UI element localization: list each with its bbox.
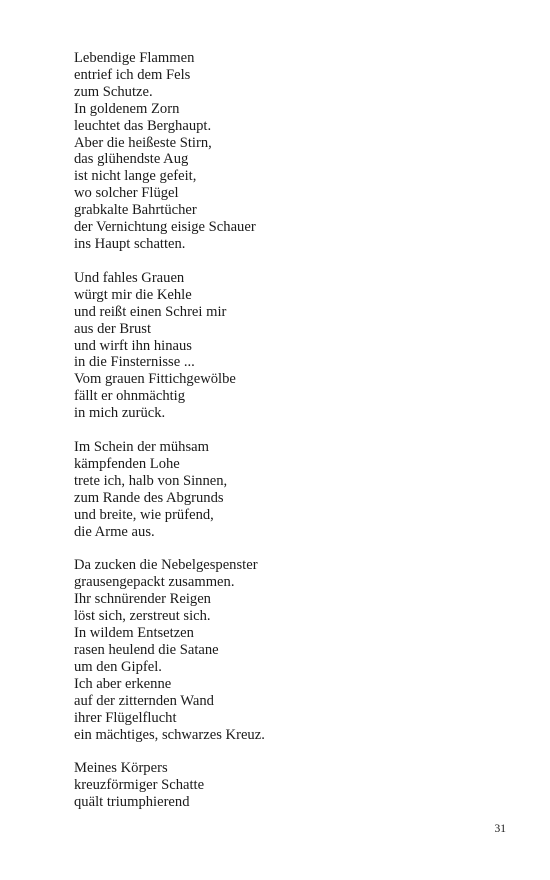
poem-line: in die Finsternisse ... [74,354,195,371]
poem-stanza [74,439,494,540]
poem-line: grausengepackt zusammen. [74,574,235,591]
poem-line: löst sich, zerstreut sich. [74,608,211,625]
poem-line: um den Gipfel. [74,658,162,675]
poem-line: und wirft ihn hinaus [74,337,192,354]
poem-line: würgt mir die Kehle [74,286,192,303]
poem-line: rasen heulend die Satane [74,642,219,658]
poem-line: das glühendste Aug [74,151,189,168]
poem-line: trete ich, halb von Sinnen, [74,472,228,489]
poem-line: grabkalte Bahrtücher [74,202,197,219]
poem-line: die Arme aus. [74,523,155,540]
poem-line: Ihr schnürender Reigen [74,591,211,608]
poem-stanza [74,557,494,743]
page-number: 31 [494,823,506,835]
poem-line: der Vernichtung eisige Schauer [74,219,256,236]
poem-line: kämpfenden Lohe [74,455,180,472]
poem-line: Meines Körpers [74,760,168,777]
poem-line: ein mächtiges, schwarzes Kreuz. [74,726,265,743]
poem-line: ihrer Flügelflucht [74,709,177,726]
poem-stanza [74,760,494,811]
poem-line: kreuzförmiger Schatte [74,777,205,794]
poem-line: quält triumphierend [74,794,190,811]
poem-line: auf der zitternden Wand [74,692,214,709]
poem-text [74,50,494,828]
poem-line: entrief ich dem Fels [74,66,191,83]
poem-line: und reißt einen Schrei mir [74,303,227,320]
poem-line: Im Schein der mühsam [74,439,209,456]
poem-line: In wildem Entsetzen [74,625,194,642]
poem-line: Lebendige Flammen [74,50,195,66]
poem-stanza [74,270,494,422]
poem-line: in mich zurück. [74,405,166,422]
poem-line: In goldenem Zorn [74,100,180,117]
poem-line: leuchtet das Berghaupt. [74,117,212,134]
poem-line: Ich aber erkenne [74,675,172,692]
poem-stanza [74,50,494,253]
poem-line: Aber die heißeste Stirn, [74,134,212,151]
poem-line: wo solcher Flügel [74,185,179,202]
poem-line: ist nicht lange gefeit, [74,168,197,185]
poem-line: Da zucken die Nebelgespenster [74,557,258,574]
poem-line: aus der Brust [74,320,152,337]
poem-line: ins Haupt schatten. [74,235,186,252]
poem-line: fällt er ohnmächtig [74,388,186,405]
poem-line: zum Rande des Abgrunds [74,489,224,506]
poem-line: Und fahles Grauen [74,269,185,286]
poem-line: zum Schutze. [74,83,153,100]
poem-line: und breite, wie prüfend, [74,506,214,523]
poem-line: Vom grauen Fittichgewölbe [74,371,236,388]
